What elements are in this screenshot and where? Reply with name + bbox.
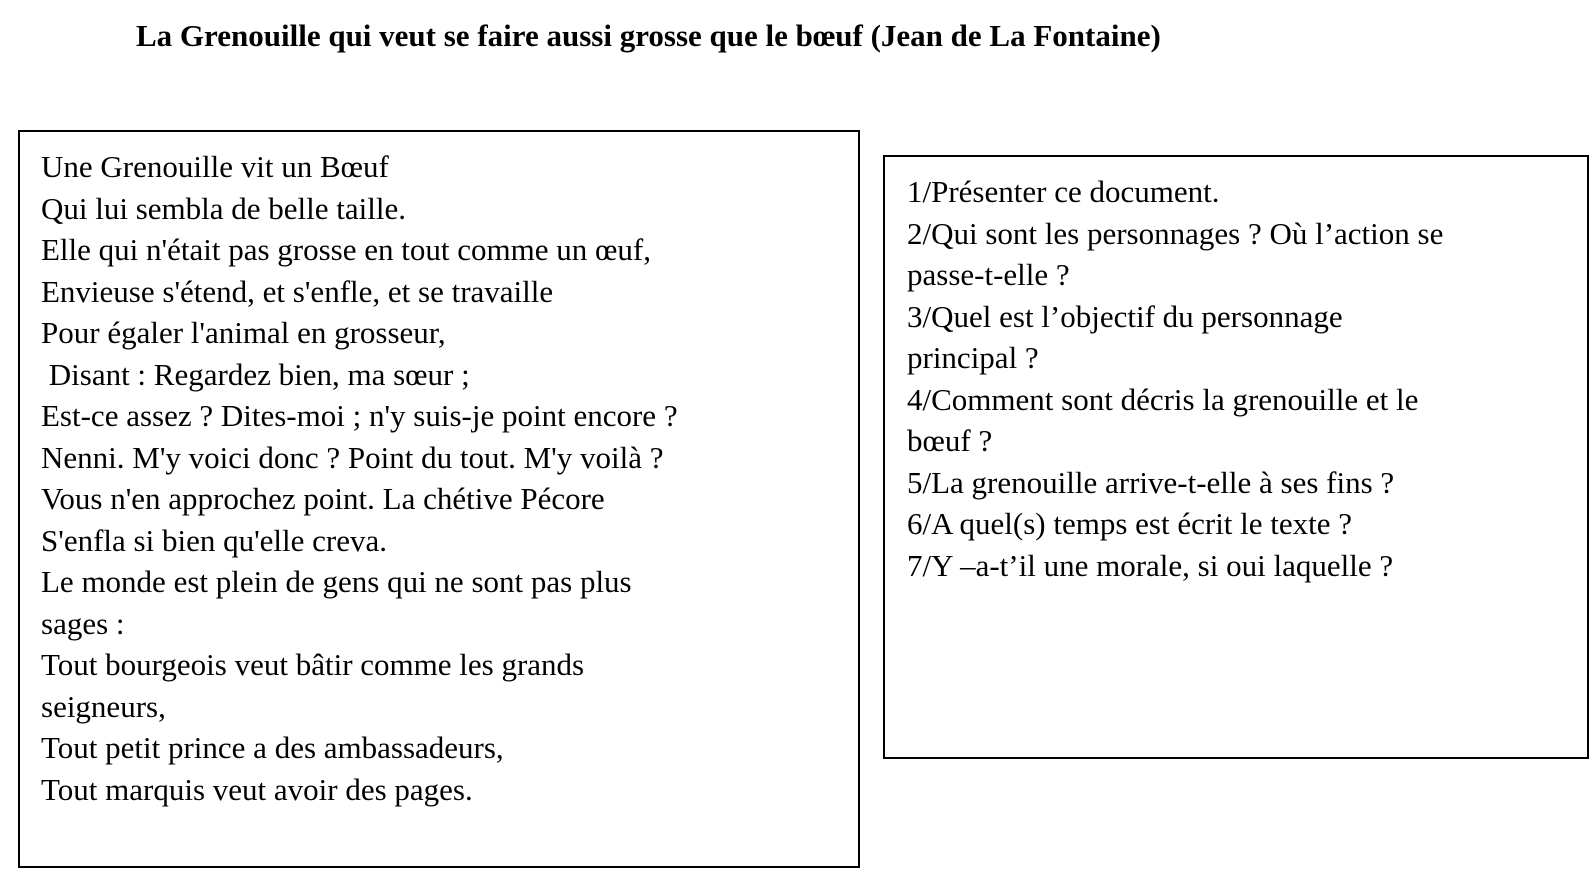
question-line: bœuf ? (907, 423, 993, 458)
poem-line: Envieuse s'étend, et s'enfle, et se travaille (41, 273, 554, 309)
poem-line: Elle qui n'était pas grosse en tout comme un œuf, (41, 232, 651, 267)
poem-line: Pour égaler l'animal en grosseur, (41, 315, 446, 350)
question-line: 2/Qui sont les personnages ? Où l’action se (907, 215, 1444, 251)
question-line: passe-t-elle ? (907, 257, 1070, 292)
poem-line: Nenni. M'y voici donc ? Point du tout. M'y voilà ? (41, 439, 664, 475)
question-line: 5/La grenouille arrive-t-elle à ses fins ? (907, 464, 1395, 500)
question-line: 4/Comment sont décris la grenouille et le (907, 381, 1419, 417)
question-line: 6/A quel(s) temps est écrit le texte ? (907, 506, 1353, 541)
poem-line: S'enfla si bien qu'elle creva. (41, 522, 388, 558)
question-line: 3/Quel est l’objectif du personnage (907, 298, 1343, 334)
poem-box (18, 130, 860, 868)
question-line: 1/Présenter ce document. (907, 174, 1220, 209)
poem-line: Une Grenouille vit un Bœuf (41, 149, 389, 184)
poem-line: Qui lui sembla de belle taille. (41, 190, 407, 226)
question-line: principal ? (907, 340, 1039, 375)
poem-line: Tout petit prince a des ambassadeurs, (41, 730, 504, 765)
poem-line: sages : (41, 605, 125, 641)
poem-line: seigneurs, (41, 688, 166, 724)
poem-line: Vous n'en approchez point. La chétive Pécore (41, 481, 605, 516)
document-title: La Grenouille qui veut se faire aussi grosse que le bœuf (Jean de La Fontaine) (136, 18, 1161, 53)
question-line: 7/Y –a-t’il une morale, si oui laquelle ? (907, 547, 1394, 583)
questions-box (883, 155, 1589, 759)
poem-line: Le monde est plein de gens qui ne sont pas plus (41, 564, 632, 599)
poem-line: Tout marquis veut avoir des pages. (41, 771, 473, 807)
poem-line: Tout bourgeois veut bâtir comme les grands (41, 647, 585, 682)
poem-line: Disant : Regardez bien, ma sœur ; (41, 356, 470, 392)
poem-line: Est-ce assez ? Dites-moi ; n'y suis-je point encore ? (41, 398, 678, 433)
